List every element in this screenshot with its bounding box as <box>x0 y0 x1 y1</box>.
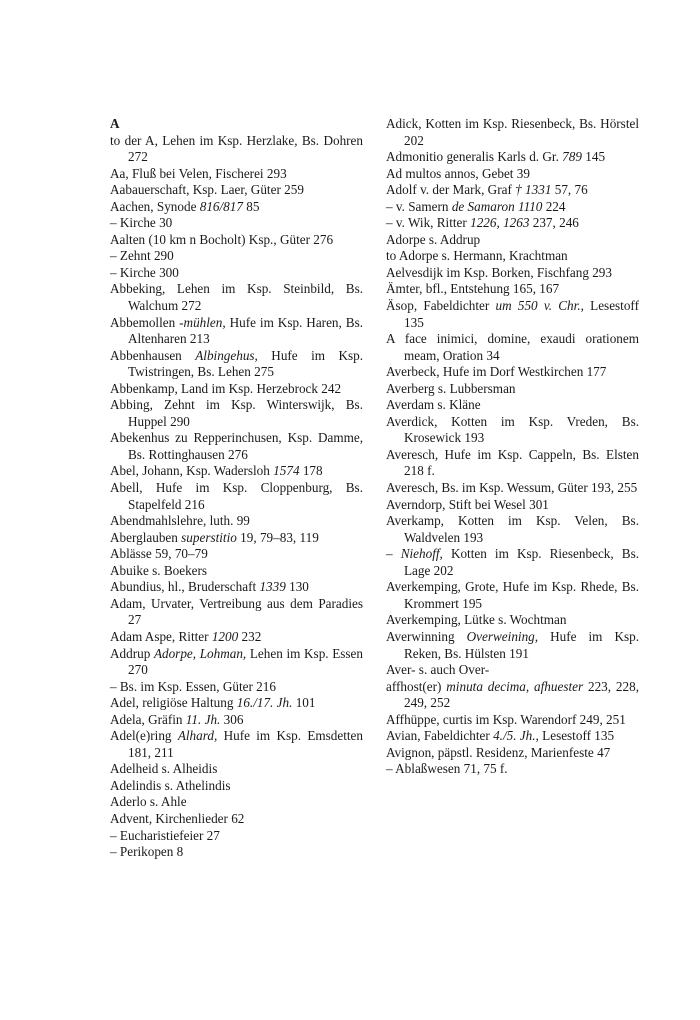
index-entry <box>386 513 639 546</box>
entry-text: Abbeking, Lehen im Ksp. Steinbild, Bs. Walchum 272 <box>110 281 363 314</box>
entry-italic-text: † 1331 <box>515 182 552 198</box>
entry-text: Avian, Fabeldichter <box>386 728 494 744</box>
index-entry <box>110 315 363 348</box>
entry-text: Hufe im Ksp. Reken, Bs. Hülsten 191 <box>404 628 639 661</box>
entry-text: 145 <box>581 149 606 165</box>
entry-text: Abundius, hl., Bruderschaft <box>110 579 260 595</box>
entry-text: 57, 76 <box>551 182 588 198</box>
index-entry <box>110 530 363 547</box>
entry-text: Averwinning <box>386 628 467 644</box>
index-entry <box>110 546 363 563</box>
entry-text: affhost(er) <box>386 678 447 694</box>
index-entry <box>386 381 639 398</box>
entry-text: – v. Wik, Ritter <box>386 215 471 231</box>
entry-text: Ämter, bfl., Entstehung 165, 167 <box>386 281 560 297</box>
entry-italic-text: Niehoff, <box>400 546 443 562</box>
index-entry <box>110 248 363 265</box>
entry-text: Lehen im Ksp. Essen 270 <box>128 645 363 678</box>
entry-text: Aalten (10 km n Bocholt) Ksp., Güter 276 <box>110 231 334 247</box>
entry-text: Abendmahlslehre, luth. 99 <box>110 513 250 529</box>
index-entry <box>386 215 639 232</box>
index-entry <box>110 794 363 811</box>
entry-text: Hufe im Ksp. Twistringen, Bs. Lehen 275 <box>128 347 363 380</box>
index-entry <box>386 298 639 331</box>
entry-text: Abbemollen <box>110 314 180 330</box>
entry-text: – Zehnt 290 <box>110 248 174 264</box>
index-entry <box>386 629 639 662</box>
entry-text: Kotten im Ksp. Riesenbeck, Bs. Lage 202 <box>404 546 640 578</box>
entry-text: Averdam s. Kläne <box>386 397 481 413</box>
index-entry <box>110 480 363 513</box>
entry-text: Adelheid s. Alheidis <box>110 761 218 777</box>
index-entry <box>386 579 639 612</box>
index-entry <box>110 199 363 216</box>
entry-text: Ad multos annos, Gebet 39 <box>386 165 530 181</box>
entry-text: 101 <box>292 695 316 711</box>
entry-text: Aelvesdijk im Ksp. Borken, Fischfang 293 <box>386 264 612 280</box>
entry-text: Abel, Johann, Ksp. Wadersloh <box>110 463 274 479</box>
entry-text: Affhüppe, curtis im Ksp. Warendorf 249, 251 <box>386 711 626 727</box>
index-entry <box>110 563 363 580</box>
entry-text: – Bs. im Ksp. Essen, Güter 216 <box>110 678 276 694</box>
entry-text: Abbenkamp, Land im Ksp. Herzebrock 242 <box>110 380 342 396</box>
index-entry <box>386 199 639 216</box>
index-entry <box>110 133 363 166</box>
index-entry <box>110 463 363 480</box>
index-entry <box>386 612 639 629</box>
entry-italic-text: 1574 <box>273 463 300 479</box>
index-column-left <box>110 116 363 861</box>
entry-text: Averbeck, Hufe im Dorf Westkirchen 177 <box>386 364 607 380</box>
entry-text: Aachen, Synode <box>110 198 200 214</box>
entry-italic-text: 1200 <box>211 628 239 644</box>
entry-text: 178 <box>299 463 323 479</box>
entry-text: Averndorp, Stift bei Wesel 301 <box>386 496 549 512</box>
index-entry <box>110 761 363 778</box>
entry-text: Abuike s. Boekers <box>110 562 208 578</box>
entry-italic-text: 789 <box>562 149 582 165</box>
index-entry <box>386 232 639 249</box>
index-entry <box>110 811 363 828</box>
index-entry <box>110 646 363 679</box>
entry-italic-text: 11. Jh. <box>185 711 221 727</box>
index-entry <box>386 745 639 762</box>
entry-text: to der A, Lehen im Ksp. Herzlake, Bs. Dohren 272 <box>110 132 363 165</box>
index-entry <box>386 480 639 497</box>
entry-text: – Kirche 300 <box>110 264 179 280</box>
entry-italic-text: 816/817 <box>199 198 243 214</box>
entry-text: Averkemping, Grote, Hufe im Ksp. Rhede, Bs. Krommert 195 <box>386 579 639 611</box>
index-entry <box>110 182 363 199</box>
index-entry <box>386 662 639 679</box>
entry-text: to Adorpe s. Hermann, Krachtman <box>386 248 568 264</box>
index-entry <box>386 397 639 414</box>
index-entry <box>386 331 639 364</box>
index-entry <box>110 215 363 232</box>
entry-text: Aa, Fluß bei Velen, Fischerei 293 <box>110 165 287 181</box>
entry-italic-text: de Samaron 1110 <box>451 198 543 214</box>
entry-text: 85 <box>242 198 260 214</box>
entry-text: Adel(e)ring <box>110 728 178 744</box>
index-entry <box>386 265 639 282</box>
entry-text: Adolf v. der Mark, Graf <box>386 182 516 198</box>
entry-text: Adelindis s. Athelindis <box>110 777 231 793</box>
index-entry <box>386 679 639 712</box>
entry-text: Adel, religiöse Haltung <box>110 695 237 711</box>
index-entry <box>110 695 363 712</box>
entry-text: 237, 246 <box>529 215 579 231</box>
entry-italic-text: Adorpe, Lohman, <box>153 645 247 661</box>
index-entry <box>386 116 639 149</box>
index-entry <box>110 596 363 629</box>
entry-italic-text: um 550 v. Chr., <box>495 298 584 314</box>
entry-text: Averesch, Bs. im Ksp. Wessum, Güter 193, 255 <box>386 480 638 496</box>
entry-text: Averkamp, Kotten im Ksp. Velen, Bs. Waldvelen 193 <box>386 513 639 545</box>
entry-italic-text: minuta decima, afhuester <box>446 678 584 694</box>
entry-text: – Perikopen 8 <box>110 844 184 860</box>
index-entry <box>386 182 639 199</box>
index-entry <box>386 149 639 166</box>
entry-text: Averberg s. Lubbersman <box>386 380 516 396</box>
index-entry <box>110 844 363 861</box>
entry-italic-text: superstitio <box>181 529 237 545</box>
index-entry <box>386 712 639 729</box>
entry-text: Averdick, Kotten im Ksp. Vreden, Bs. Krosewick 193 <box>386 413 639 446</box>
index-entry <box>110 679 363 696</box>
entry-text: Admonitio generalis Karls d. Gr. <box>386 149 563 165</box>
index-entry <box>110 430 363 463</box>
entry-text: – Kirche 30 <box>110 215 173 231</box>
entry-italic-text: Overweining, <box>466 628 539 644</box>
index-entry <box>386 497 639 514</box>
index-entry <box>110 778 363 795</box>
entry-text: 306 <box>220 711 244 727</box>
index-entry <box>110 166 363 183</box>
entry-text: 19, 79–83, 119 <box>236 529 319 545</box>
index-entry <box>386 728 639 745</box>
entry-text: Hufe im Ksp. Emsdetten 181, 211 <box>128 728 364 760</box>
entry-text: Adorpe s. Addrup <box>386 231 481 247</box>
entry-text: – Eucharistiefeier 27 <box>110 827 220 843</box>
index-entry <box>110 629 363 646</box>
index-entry <box>110 728 363 761</box>
index-entry <box>386 166 639 183</box>
entry-text: Ablässe 59, 70–79 <box>110 546 208 562</box>
index-entry <box>110 579 363 596</box>
index-entry <box>386 546 639 579</box>
index-entry <box>110 828 363 845</box>
entry-text: Addrup <box>110 645 154 661</box>
entry-text: Avignon, päpstl. Residenz, Marienfeste 47 <box>386 744 611 760</box>
entry-text: Lesestoff 135 <box>404 298 639 330</box>
index-entry <box>110 397 363 430</box>
index-entry <box>110 513 363 530</box>
entry-text: Aderlo s. Ahle <box>110 794 187 810</box>
index-entry <box>386 414 639 447</box>
entry-text: A face inimici, domine, exaudi orationem meam, Oration 34 <box>386 331 639 363</box>
entry-text: 224 <box>542 198 566 214</box>
entry-text: Averesch, Hufe im Ksp. Cappeln, Bs. Elsten 218 f. <box>386 446 639 479</box>
index-entry <box>386 364 639 381</box>
index-entry <box>110 348 363 381</box>
entry-text: Aabauerschaft, Ksp. Laer, Güter 259 <box>110 182 304 198</box>
entry-text: 130 <box>285 579 309 595</box>
entry-text: Äsop, Fabeldichter <box>386 298 496 314</box>
entry-text: Hufe im Ksp. Haren, Bs. Altenharen 213 <box>128 314 363 347</box>
entry-text: 232 <box>238 628 262 644</box>
entry-italic-text: -mühlen, <box>179 314 226 330</box>
entry-text: Aberglauben <box>110 529 182 545</box>
index-entry <box>110 232 363 249</box>
entry-text: Adick, Kotten im Ksp. Riesenbeck, Bs. Hörstel 202 <box>386 116 639 148</box>
entry-text: Adam, Urvater, Vertreibung aus dem Paradies 27 <box>110 595 363 628</box>
entry-text: Abell, Hufe im Ksp. Cloppenburg, Bs. Stapelfeld 216 <box>110 480 363 512</box>
entry-text: Advent, Kirchenlieder 62 <box>110 810 245 826</box>
entry-text: Aver- s. auch Over- <box>386 662 490 678</box>
index-entry <box>386 248 639 265</box>
index-column-right <box>386 116 639 778</box>
entry-italic-text: Alhard, <box>177 728 218 744</box>
index-entry <box>110 712 363 729</box>
index-entry <box>110 265 363 282</box>
index-entry <box>386 447 639 480</box>
entry-italic-text: 4./5. Jh., <box>493 728 539 744</box>
entry-text: Abbing, Zehnt im Ksp. Winterswijk, Bs. Huppel 290 <box>110 397 363 429</box>
index-entry <box>110 281 363 314</box>
entry-text: 223, 228, 249, 252 <box>404 678 639 711</box>
index-entry <box>110 381 363 398</box>
section-letter: A <box>110 116 120 131</box>
entry-text: Adela, Gräfin <box>110 711 186 727</box>
index-entry <box>386 281 639 298</box>
entry-text: Adam Aspe, Ritter <box>110 628 212 644</box>
index-entry <box>386 761 639 778</box>
entry-text: Lesestoff 135 <box>538 728 615 744</box>
entry-text: Averkemping, Lütke s. Wochtman <box>386 612 567 628</box>
entry-text: Abbenhausen <box>110 347 196 363</box>
entry-text: – Ablaßwesen 71, 75 f. <box>386 761 508 777</box>
entry-italic-text: 16./17. Jh. <box>236 695 293 711</box>
entry-italic-text: 1339 <box>259 579 286 595</box>
entry-italic-text: Albingehus, <box>195 347 258 363</box>
entry-text: – v. Samern <box>386 198 452 214</box>
entry-text: – <box>386 546 401 562</box>
entry-italic-text: 1226, 1263 <box>470 215 530 231</box>
entry-text: Abekenhus zu Repperinchusen, Ksp. Damme, Bs. Rottinghausen 276 <box>110 430 363 462</box>
